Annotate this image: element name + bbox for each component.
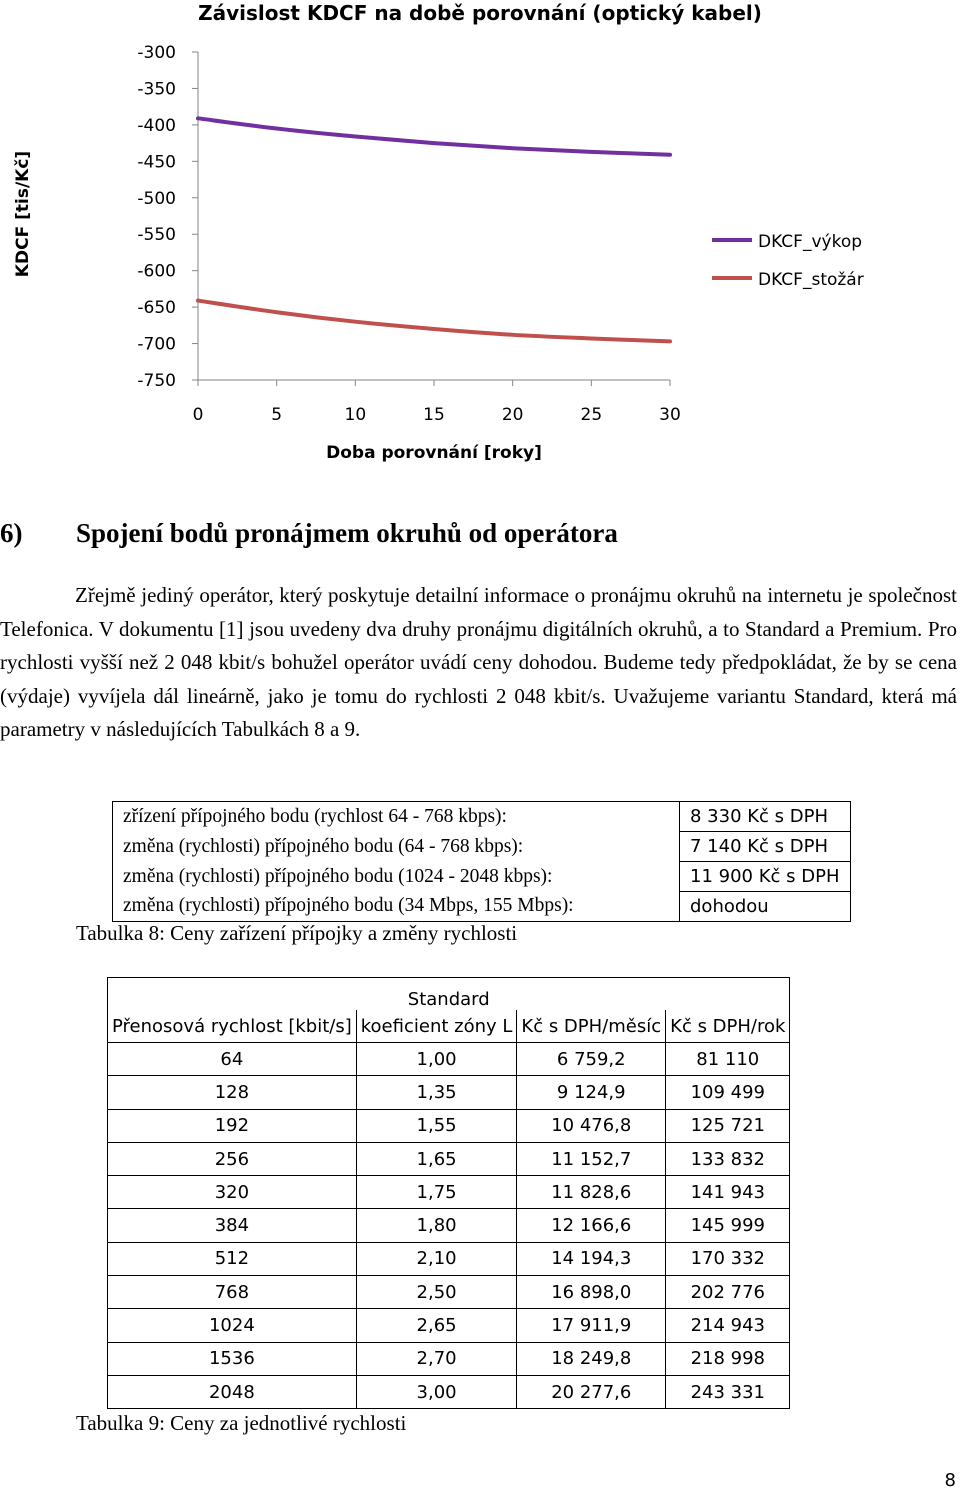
y-tick-label: -400 <box>137 115 176 136</box>
fee-price: 7 140 Kč s DPH <box>680 832 851 862</box>
table-cell: 256 <box>108 1142 357 1175</box>
table-cell: 125 721 <box>666 1109 790 1142</box>
table-cell: 1,35 <box>356 1076 517 1109</box>
table-row <box>108 1176 790 1209</box>
table-cell: 512 <box>108 1242 357 1275</box>
table-row <box>108 1109 790 1142</box>
table-cell: 2048 <box>108 1375 357 1408</box>
x-tick-label: 0 <box>192 405 204 425</box>
column-header: Kč s DPH/měsíc <box>517 1010 666 1043</box>
table-cell: 64 <box>108 1043 357 1076</box>
table-row <box>113 862 851 892</box>
table-cell: 1,55 <box>356 1109 517 1142</box>
legend-swatch-vykop <box>712 238 752 242</box>
table-cell: 18 249,8 <box>517 1342 666 1375</box>
y-tick-label: -300 <box>137 43 176 63</box>
table-row <box>113 892 851 922</box>
x-tick-label: 5 <box>271 405 283 425</box>
table-row <box>108 1142 790 1175</box>
series-lines <box>198 118 670 341</box>
table-row <box>108 1342 790 1375</box>
fee-label: změna (rychlosti) přípojného bodu (34 Mbps, 155 Mbps): <box>113 892 680 922</box>
table-cell: 128 <box>108 1076 357 1109</box>
body-paragraph <box>0 579 957 747</box>
table-cell: 133 832 <box>666 1142 790 1175</box>
page-number: 8 <box>944 1470 956 1491</box>
fee-price: 11 900 Kč s DPH <box>680 862 851 892</box>
table-cell: 1,80 <box>356 1209 517 1242</box>
table-cell: 170 332 <box>666 1242 790 1275</box>
legend-label: DKCF_stožár <box>758 270 864 290</box>
section-title: Spojení bodů pronájmem okruhů od operátora <box>76 518 618 548</box>
table-cell: 20 277,6 <box>517 1375 666 1408</box>
legend-entry-stozar <box>712 268 864 292</box>
table-cell: 145 999 <box>666 1209 790 1242</box>
table-cell: 214 943 <box>666 1309 790 1342</box>
table-row <box>108 1309 790 1342</box>
table-row <box>108 1276 790 1309</box>
table-group-header: Standard <box>108 978 790 1011</box>
table-cell: 2,65 <box>356 1309 517 1342</box>
fee-price: 8 330 Kč s DPH <box>680 802 851 832</box>
section-number: 6) <box>0 518 23 548</box>
table-cell: 218 998 <box>666 1342 790 1375</box>
fee-price: dohodou <box>680 892 851 922</box>
table-cell: 6 759,2 <box>517 1043 666 1076</box>
table-cell: 202 776 <box>666 1276 790 1309</box>
y-axis-label: KDCF [tis/Kč] <box>13 150 33 278</box>
table-row <box>108 1043 790 1076</box>
x-tick-label: 25 <box>580 405 603 425</box>
fee-label: zřízení přípojného bodu (rychlost 64 - 768 kbps): <box>113 802 680 832</box>
table-cell: 11 152,7 <box>517 1142 666 1175</box>
table-cell: 14 194,3 <box>517 1242 666 1275</box>
table-cell: 243 331 <box>666 1375 790 1408</box>
fees-table <box>112 801 851 922</box>
legend-label: DKCF_výkop <box>758 232 863 252</box>
y-tick-label: -700 <box>137 334 176 355</box>
table-cell: 141 943 <box>666 1176 790 1209</box>
table-cell: 1,75 <box>356 1176 517 1209</box>
table-cell: 1,65 <box>356 1142 517 1175</box>
table-cell: 10 476,8 <box>517 1109 666 1142</box>
table-row <box>108 1076 790 1109</box>
table-cell: 11 828,6 <box>517 1176 666 1209</box>
speed-prices-table <box>107 977 790 1409</box>
y-tick-label: -450 <box>137 152 176 173</box>
table-row <box>113 832 851 862</box>
series-line-1 <box>198 301 670 342</box>
fee-label: změna (rychlosti) přípojného bodu (64 - 768 kbps): <box>113 832 680 862</box>
table-cell: 1536 <box>108 1342 357 1375</box>
y-tick-label: -600 <box>137 261 176 282</box>
legend-swatch-stozar <box>712 276 752 280</box>
x-tick-label: 10 <box>344 405 367 425</box>
table-cell: 9 124,9 <box>517 1076 666 1109</box>
table-cell: 81 110 <box>666 1043 790 1076</box>
y-tick-label: -750 <box>137 371 176 391</box>
table-row <box>113 802 851 832</box>
legend-entry-vykop <box>712 230 862 254</box>
y-tick-label: -500 <box>137 188 176 209</box>
table-cell: 109 499 <box>666 1076 790 1109</box>
column-header: Přenosová rychlost [kbit/s] <box>108 1010 357 1043</box>
table-cell: 1,00 <box>356 1043 517 1076</box>
table-cell: 17 911,9 <box>517 1309 666 1342</box>
table-cell: 2,10 <box>356 1242 517 1275</box>
chart-title: Závislost KDCF na době porovnání (optický kabel) <box>198 1 762 25</box>
table-cell: 192 <box>108 1109 357 1142</box>
y-axis <box>137 43 198 391</box>
x-tick-label: 15 <box>423 405 445 425</box>
x-axis-label: Doba porovnání [roky] <box>326 443 542 463</box>
table-cell: 384 <box>108 1209 357 1242</box>
y-tick-label: -650 <box>137 298 176 319</box>
table-cell: 3,00 <box>356 1375 517 1408</box>
table9-caption: Tabulka 9: Ceny za jednotlivé rychlosti <box>76 1411 407 1435</box>
x-tick-label: 20 <box>501 405 524 425</box>
section-heading <box>0 518 618 549</box>
table-row <box>108 1242 790 1275</box>
series-line-0 <box>198 118 670 154</box>
table-cell: 1024 <box>108 1309 357 1342</box>
y-tick-label: -350 <box>137 79 176 100</box>
table-cell: 2,50 <box>356 1276 517 1309</box>
fee-label: změna (rychlosti) přípojného bodu (1024 - 2048 kbps): <box>113 862 680 892</box>
table-cell: 768 <box>108 1276 357 1309</box>
y-tick-label: -550 <box>137 225 176 246</box>
column-header: Kč s DPH/rok <box>666 1010 790 1043</box>
column-header: koeficient zóny L <box>356 1010 517 1043</box>
x-axis <box>193 380 681 425</box>
x-tick-label: 30 <box>659 405 681 425</box>
table-cell: 12 166,6 <box>517 1209 666 1242</box>
table-cell: 320 <box>108 1176 357 1209</box>
table-row <box>108 1375 790 1408</box>
paragraph-text: Zřejmě jediný operátor, který poskytuje detailní informace o pronájmu okruhů na internetu je společnost Telefonica. V dokumentu [1] jsou uvedeny dva druhy pronájmu digitálních okruhů, a to Standard a Premium. Pro rychlosti vyšší než 2 048 kbit/s bohužel operátor uvádí ceny dohodou. Budeme tedy předpokládat, že by se cena (výdaje) vyvíjela dál lineárně, jako je tomu do rychlosti 2 048 kbit/s. Uvažujeme variantu Standard, která má parametry v následujících Tabulkách 8 a 9. <box>0 583 957 741</box>
table-cell: 2,70 <box>356 1342 517 1375</box>
table-row <box>108 1209 790 1242</box>
table8-caption: Tabulka 8: Ceny zařízení přípojky a změny rychlosti <box>76 921 518 945</box>
table-cell: 16 898,0 <box>517 1276 666 1309</box>
